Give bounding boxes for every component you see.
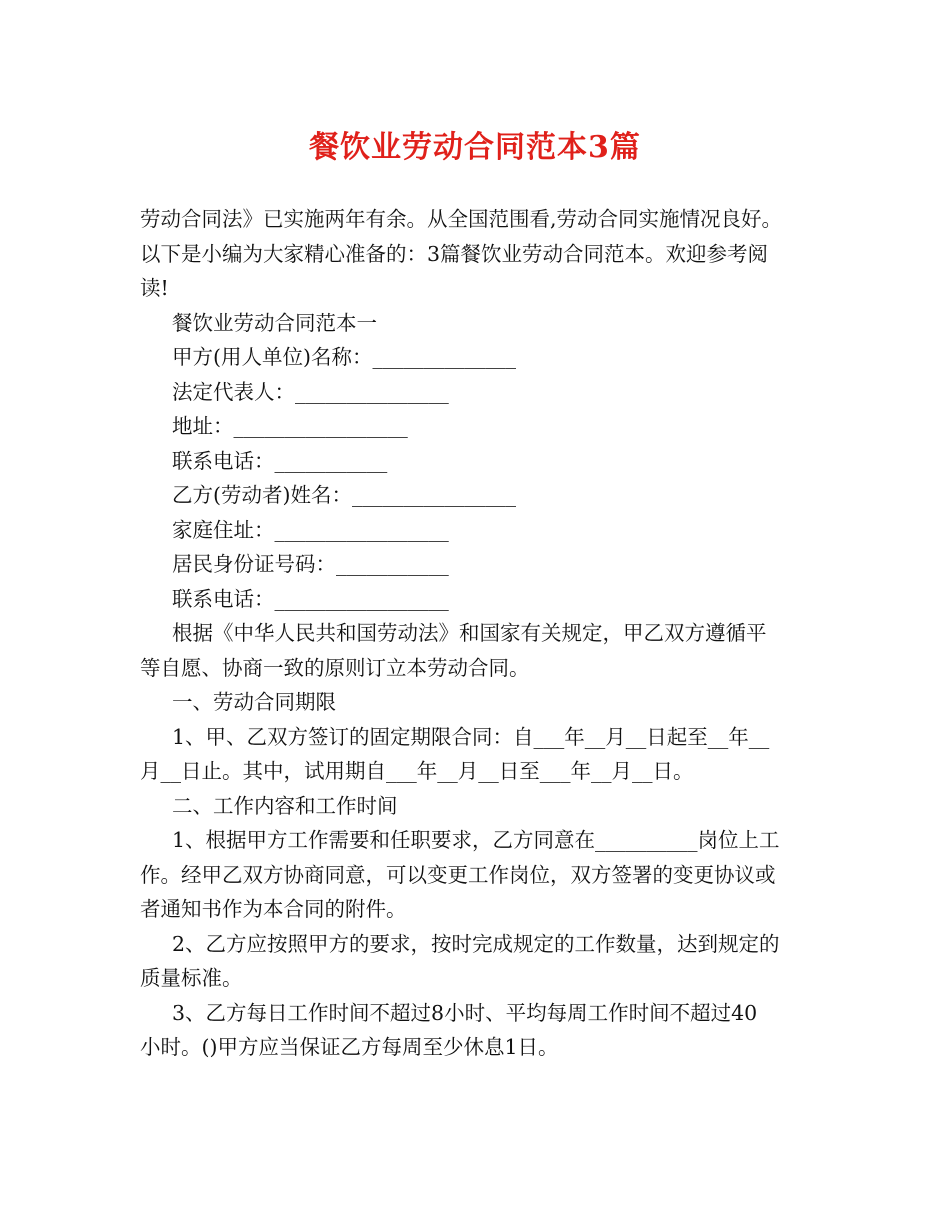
- paragraph-line: 以下是小编为大家精心准备的：3篇餐饮业劳动合同范本。欢迎参考阅: [140, 241, 769, 266]
- form-field-address: 地址：_________________: [172, 414, 408, 438]
- document-body: [140, 202, 820, 1065]
- form-field-legal-representative: 法定代表人：_______________: [172, 379, 449, 404]
- form-field-id-number: 居民身份证号码：___________: [172, 552, 449, 576]
- clause-heading: 二、工作内容和工作时间: [172, 793, 398, 818]
- paragraph-line: 读!: [140, 276, 169, 300]
- paragraph-line: 等自愿、协商一致的原则订立本劳动合同。: [140, 655, 530, 680]
- paragraph-line: 1、根据甲方工作需要和任职要求，乙方同意在__________岗位上工: [172, 828, 780, 852]
- form-field-home-address: 家庭住址：_________________: [172, 517, 449, 542]
- paragraph-line: 者通知书作为本合同的附件。: [140, 897, 407, 921]
- form-field-employer-phone: 联系电话：___________: [172, 448, 388, 473]
- paragraph-line: 1、甲、乙双方签订的固定期限合同：自___年__月__日起至__年__: [172, 724, 770, 749]
- paragraph-line: 月__日止。其中，试用期自___年__月__日至___年__月__日。: [140, 759, 694, 783]
- paragraph-line: 3、乙方每日工作时间不超过8小时、平均每周工作时间不超过40: [172, 1000, 758, 1025]
- section-heading: 餐饮业劳动合同范本一: [172, 310, 377, 335]
- paragraph-line: 质量标准。: [140, 966, 243, 990]
- paragraph-line: 2、乙方应按照甲方的要求，按时完成规定的工作数量，达到规定的: [172, 931, 780, 956]
- paragraph-line: 作。经甲乙双方协商同意，可以变更工作岗位，双方签署的变更协议或: [140, 862, 776, 887]
- paragraph-line: 根据《中华人民共和国劳动法》和国家有关规定，甲乙双方遵循平: [172, 621, 767, 645]
- paragraph-line: 劳动合同法》已实施两年有余。从全国范围看,劳动合同实施情况良好。: [140, 207, 783, 231]
- form-field-employee-name: 乙方(劳动者)姓名：________________: [172, 483, 516, 507]
- clause-heading: 一、劳动合同期限: [172, 690, 336, 714]
- form-field-employer-name: 甲方(用人单位)名称：______________: [172, 345, 516, 369]
- form-field-employee-phone: 联系电话：_________________: [172, 586, 449, 611]
- document-title: 餐饮业劳动合同范本3篇: [309, 130, 641, 165]
- paragraph-line: 小时。()甲方应当保证乙方每周至少休息1日。: [140, 1035, 559, 1059]
